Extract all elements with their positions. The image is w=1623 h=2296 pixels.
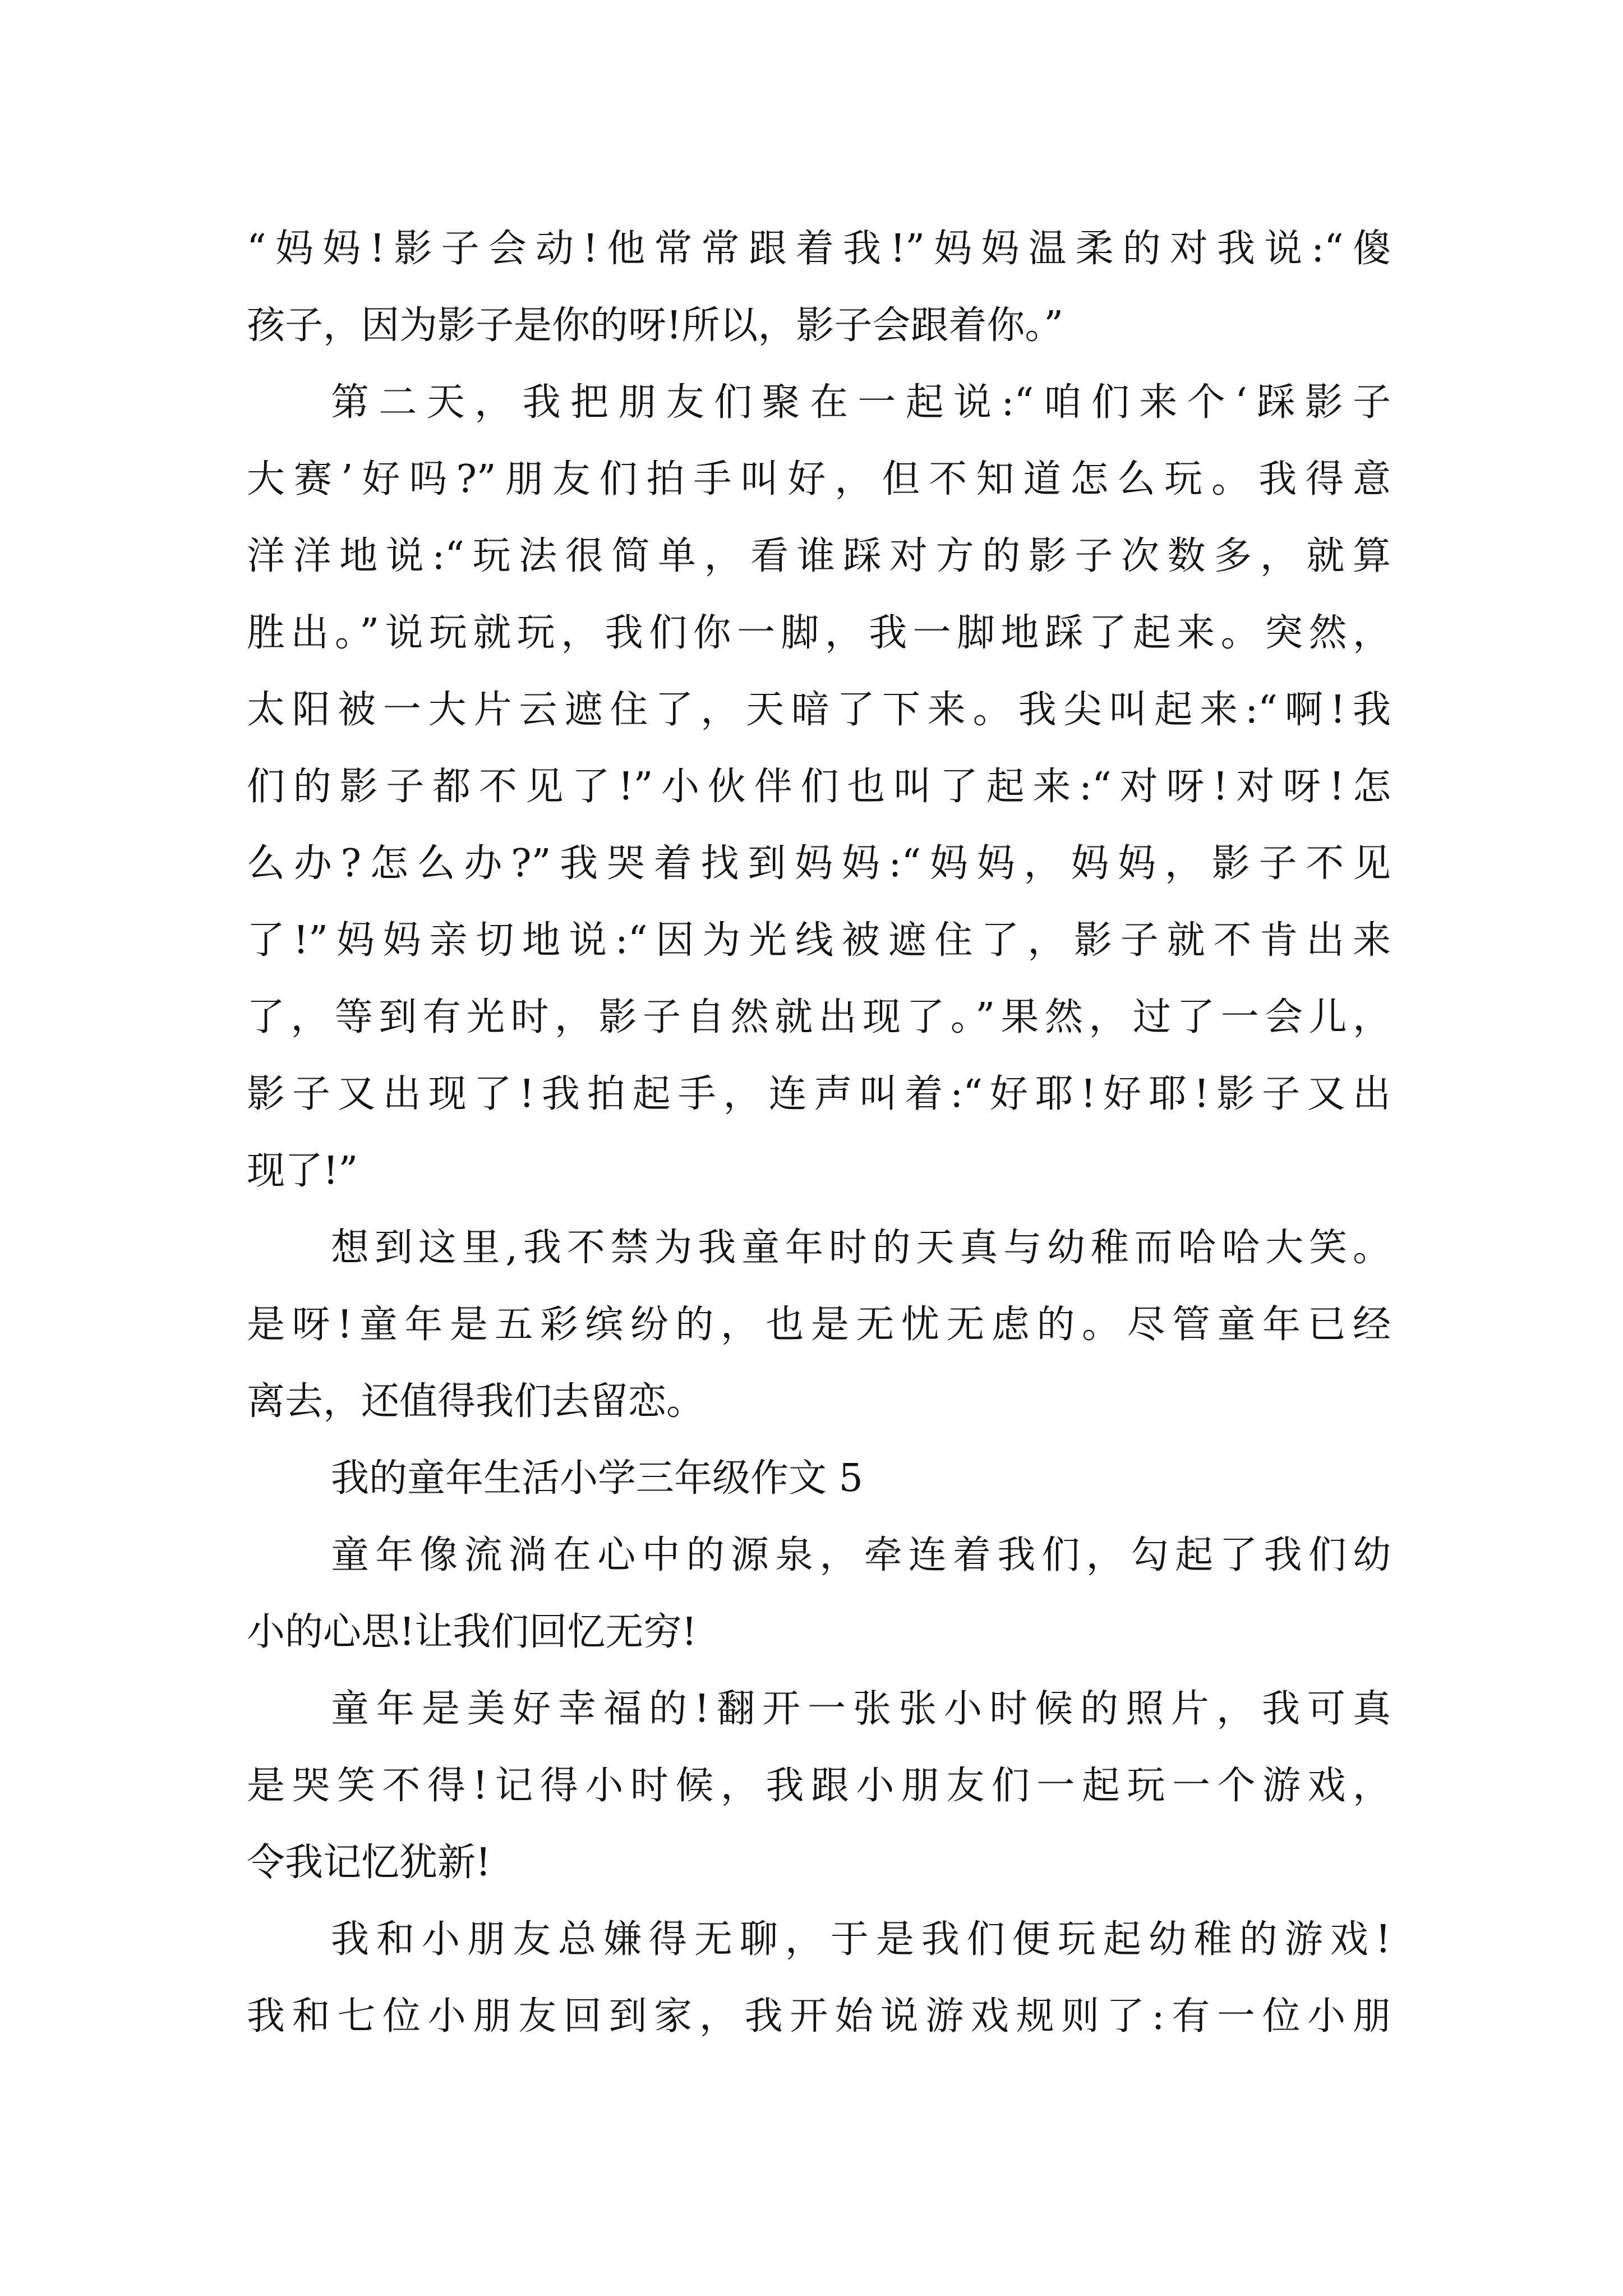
text-line: 孩子，因为影子是你的呀!所以，影子会跟着你。” bbox=[247, 303, 1064, 348]
text-line: 么办?怎么办?”我哭着找到妈妈:“妈妈，妈妈，影子不见 bbox=[247, 841, 1391, 886]
text-line: “妈妈!影子会动!他常常跟着我!”妈妈温柔的对我说:“傻 bbox=[247, 227, 1391, 271]
text-line: 现了!” bbox=[247, 1149, 358, 1193]
text-line: 了!”妈妈亲切地说:“因为光线被遮住了，影子就不肯出来 bbox=[247, 918, 1391, 963]
body-text bbox=[247, 210, 1391, 2055]
text-line: 令我记忆犹新! bbox=[247, 1841, 491, 1885]
text-line: 是呀!童年是五彩缤纷的，也是无忧无虑的。尽管童年已经 bbox=[247, 1303, 1391, 1347]
paragraph-start-line: 第二天，我把朋友们聚在一起说:“咱们来个‘踩影子 bbox=[331, 380, 1391, 425]
text-line: 们的影子都不见了!”小伙伴们也叫了起来:“对呀!对呀!怎 bbox=[247, 765, 1391, 809]
text-line: 了，等到有光时，影子自然就出现了。”果然，过了一会儿， bbox=[247, 995, 1391, 1039]
text-line: 我和七位小朋友回到家，我开始说游戏规则了:有一位小朋 bbox=[247, 1994, 1391, 2039]
text-line: 是哭笑不得!记得小时候，我跟小朋友们一起玩一个游戏， bbox=[247, 1764, 1391, 1808]
text-line: 太阳被一大片云遮住了，天暗了下来。我尖叫起来:“啊!我 bbox=[247, 688, 1391, 732]
text-line: 胜出。”说玩就玩，我们你一脚，我一脚地踩了起来。突然， bbox=[247, 611, 1391, 655]
paragraph-start-line: 想到这里,我不禁为我童年时的天真与幼稚而哈哈大笑。 bbox=[331, 1226, 1391, 1270]
paragraph-start-line: 童年是美好幸福的!翻开一张张小时候的照片，我可真 bbox=[331, 1687, 1391, 1731]
paragraph-start-line: 童年像流淌在心中的源泉，牵连着我们，勾起了我们幼 bbox=[331, 1533, 1391, 1577]
text-line: 离去，还值得我们去留恋。 bbox=[247, 1379, 705, 1424]
paragraph-start-line: 我和小朋友总嫌得无聊，于是我们便玩起幼稚的游戏! bbox=[331, 1917, 1391, 1962]
section-heading: 我的童年生活小学三年级作文 5 bbox=[331, 1456, 863, 1501]
text-line: 大赛’好吗?”朋友们拍手叫好，但不知道怎么玩。我得意 bbox=[247, 457, 1391, 501]
text-line: 洋洋地说:“玩法很简单，看谁踩对方的影子次数多，就算 bbox=[247, 534, 1391, 578]
text-line: 影子又出现了!我拍起手，连声叫着:“好耶!好耶!影子又出 bbox=[247, 1072, 1391, 1116]
text-line: 小的心思!让我们回忆无穷! bbox=[247, 1610, 697, 1654]
